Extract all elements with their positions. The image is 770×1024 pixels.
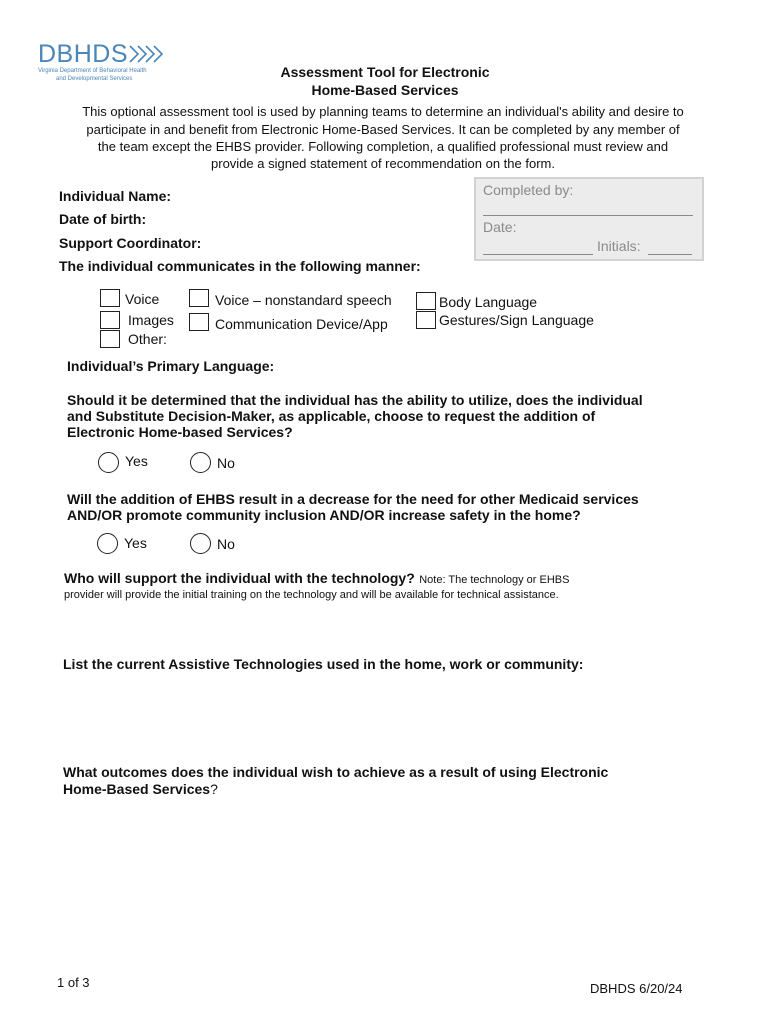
logo-subtitle-2: and Developmental Services [56, 76, 133, 82]
q2-no-radio[interactable] [190, 533, 211, 554]
q3-note-line2: provider will provide the initial training on the technology and will be available for technical assistance. [64, 589, 559, 601]
communication-device-checkbox[interactable] [189, 313, 209, 331]
other-checkbox[interactable] [100, 330, 120, 348]
communication-device-label: Communication Device/App [215, 316, 388, 332]
q1-no-radio[interactable] [190, 452, 211, 473]
form-version: DBHDS 6/20/24 [590, 981, 683, 996]
q5-line2 [63, 781, 218, 799]
completed-by-label: Completed by: [483, 182, 574, 198]
other-label: Other: [128, 331, 167, 347]
q1-line2: and Substitute Decision-Maker, as applicable, choose to request the addition of [67, 408, 596, 424]
page-title-line2: Home-Based Services [311, 82, 459, 98]
individual-name-label: Individual Name: [59, 188, 172, 204]
completed-by-box [474, 177, 704, 261]
page-title-line1: Assessment Tool for Electronic [280, 64, 490, 80]
voice-checkbox[interactable] [100, 289, 120, 307]
body-language-label: Body Language [439, 294, 538, 310]
initials-label: Initials: [597, 238, 641, 254]
q4-question: List the current Assistive Technologies used in the home, work or community: [63, 656, 584, 672]
completed-by-line[interactable] [483, 215, 693, 216]
images-checkbox[interactable] [100, 311, 120, 329]
q3-note-line1: Note: The technology or EHBS [419, 574, 570, 586]
q5-line2-text: Home-Based Services [63, 781, 211, 797]
date-of-birth-label: Date of birth: [59, 211, 147, 227]
logo-wordmark: DBHDS [38, 40, 129, 68]
intro-line3: the team except the EHBS provider. Following completion, a qualified professional must review and [97, 139, 669, 154]
images-label: Images [128, 312, 174, 328]
q5-answer-area[interactable] [63, 802, 703, 952]
logo-subtitle-1: Virginia Department of Behavioral Health [38, 68, 147, 74]
voice-nonstandard-label: Voice – nonstandard speech [215, 292, 392, 308]
q1-line1: Should it be determined that the individual has the ability to utilize, does the individual [67, 392, 643, 408]
q4-answer-area[interactable] [63, 676, 703, 756]
primary-language-label: Individual’s Primary Language: [67, 358, 275, 374]
intro-line2: participate in and benefit from Electronic Home-Based Services. It can be completed by any member of [86, 122, 680, 137]
gestures-checkbox[interactable] [416, 311, 436, 329]
page-number: 1 of 3 [57, 975, 90, 990]
intro-line4: provide a signed statement of recommendation on the form. [211, 156, 555, 171]
body-language-checkbox[interactable] [416, 292, 436, 310]
q3-question: Who will support the individual with the technology? [64, 570, 415, 586]
intro-line1: This optional assessment tool is used by planning teams to determine an individual's ability and desire to [82, 104, 684, 119]
q1-no-label: No [217, 455, 235, 471]
support-coordinator-label: Support Coordinator: [59, 235, 202, 251]
initials-line[interactable] [648, 254, 692, 255]
q1-yes-label: Yes [125, 453, 148, 469]
q2-no-label: No [217, 536, 235, 552]
q3 [64, 570, 714, 588]
q1-line3: Electronic Home-based Services? [67, 424, 293, 440]
gestures-label: Gestures/Sign Language [439, 312, 594, 328]
voice-label: Voice [125, 291, 160, 307]
date-line[interactable] [483, 254, 593, 255]
q1-yes-radio[interactable] [98, 452, 119, 473]
date-label: Date: [483, 219, 517, 235]
communicates-label: The individual communicates in the following manner: [59, 258, 421, 274]
q5-line1: What outcomes does the individual wish to achieve as a result of using Electronic [63, 764, 609, 780]
q2-line1: Will the addition of EHBS result in a decrease for the need for other Medicaid services [67, 491, 639, 507]
q2-yes-radio[interactable] [97, 533, 118, 554]
logo-chevrons-icon [128, 44, 170, 64]
q2-yes-label: Yes [124, 535, 147, 551]
q5-question-mark: ? [210, 781, 218, 797]
q2-line2: AND/OR promote community inclusion AND/OR increase safety in the home? [67, 507, 581, 523]
voice-nonstandard-checkbox[interactable] [189, 289, 209, 307]
